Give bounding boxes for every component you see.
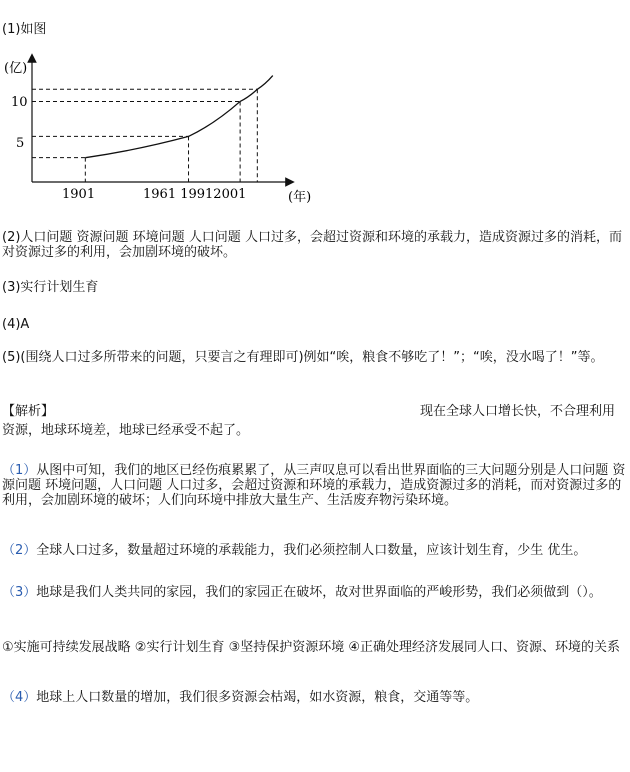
analysis-paragraph-4: [2, 690, 626, 705]
answer-4: (4)A: [2, 317, 30, 332]
analysis-paragraph-3-options: ①实施可持续发展战略 ②实行计划生育 ③坚持保护资源环境 ④正确处理经济发展同人口、资源、环境的关系: [2, 640, 621, 655]
paragraph-number: （3）: [2, 585, 37, 600]
y-tick-10: 10: [11, 95, 28, 110]
paragraph-number: （2）: [2, 543, 37, 558]
paragraph-number: （1）: [2, 463, 37, 478]
paragraph-text: 地球是我们人类共同的家园，我们的家园正在破坏，故对世界面临的严峻形势，我们必须做到（）。: [36, 585, 602, 600]
answer-3: (3)实行计划生育: [2, 280, 99, 295]
y-axis-label: (亿): [4, 61, 28, 76]
analysis-intro-right: 现在全球人口增长快，不合理利用: [420, 404, 616, 419]
dashed-guides: [32, 89, 257, 182]
paragraph-text: 地球上人口数量的增加，我们很多资源会枯竭，如水资源，粮食，交通等等。: [36, 690, 479, 705]
answer-5: (5)(围绕人口过多所带来的问题，只要言之有理即可)例如“唉，粮食不够吃了！”；“唉，没水喝了！”等。: [2, 350, 604, 365]
analysis-paragraph-3: [2, 585, 626, 600]
population-chart: [0, 48, 330, 218]
x-axis-label: (年): [288, 190, 312, 205]
analysis-paragraph-1: [2, 463, 626, 508]
population-curve: [85, 76, 272, 158]
x-tick-1901: 1901: [62, 187, 96, 202]
analysis-header: 【解析】: [2, 404, 55, 419]
paragraph-number: （4）: [2, 690, 37, 705]
x-tick-1961-1991-2001: 1961 19912001: [143, 187, 247, 202]
paragraph-text: 全球人口过多，数量超过环境的承载能力，我们必须控制人口数量，应该计划生育，少生 优生。: [36, 543, 587, 558]
answer-2: (2)人口问题 资源问题 环境问题 人口问题 人口过多，会超过资源和环境的承载力，造成资源过多的消耗，而对资源过多的利用，会加剧环境的破坏。: [2, 230, 622, 260]
y-tick-5: 5: [16, 136, 25, 151]
analysis-paragraph-2: [2, 543, 626, 558]
analysis-intro-continued: 资源，地球环境差，地球已经承受不起了。: [2, 423, 250, 438]
paragraph-text: 从图中可知，我们的地区已经伤痕累累了，从三声叹息可以看出世界面临的三大问题分别是人口问题 资源问题 环境问题，人口问题 人口过多，会超过资源和环境的承载力，造成资源过多的消耗，而对资源过多的利用，会加剧环境的破坏；人们向环境中排放大量生产、生活废弃物污染环境。: [2, 463, 626, 508]
question-1-label: (1)如图: [2, 22, 47, 37]
